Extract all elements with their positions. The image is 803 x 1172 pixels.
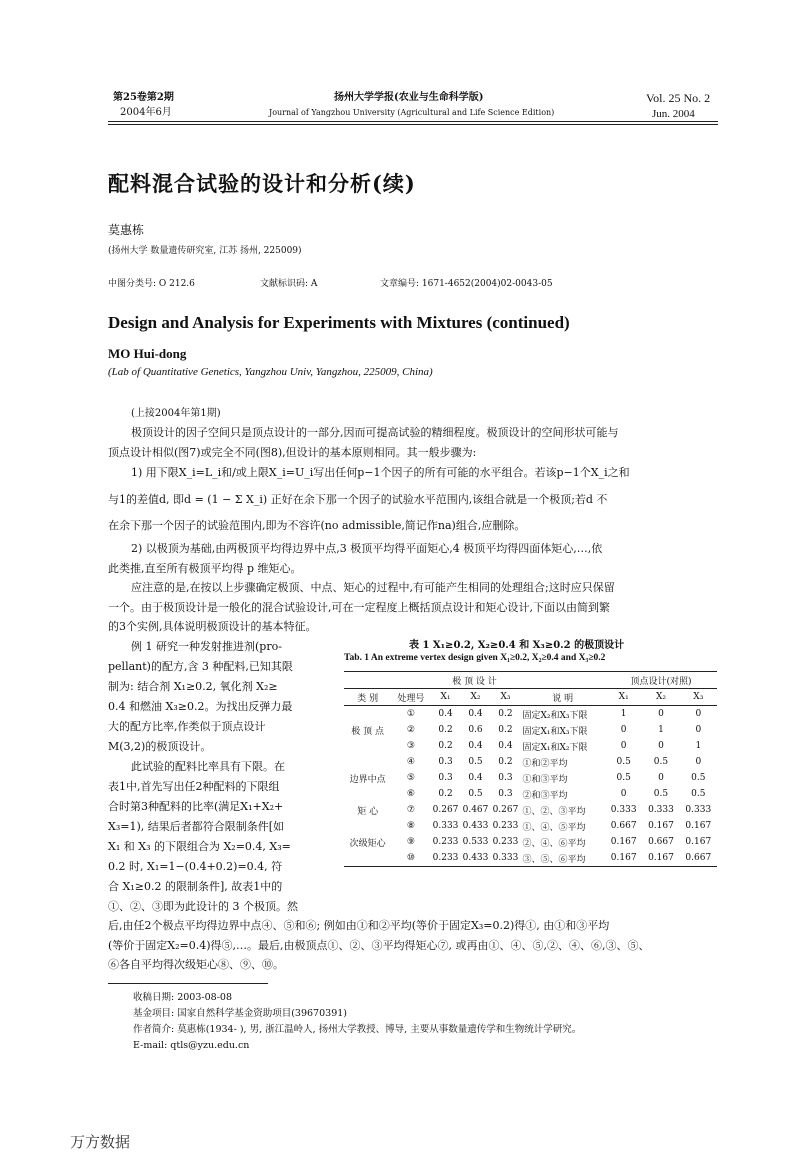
value-cell: 0 — [620, 741, 627, 751]
treatment-number: ⑩ — [406, 853, 415, 863]
value-cell: 0.233 — [492, 837, 519, 847]
value-cell: 0.467 — [462, 805, 489, 815]
example-line: X₃=1), 结果后者都符合限制条件[如 — [108, 820, 285, 833]
treatment-number: ② — [406, 725, 415, 735]
table-group-header-text: 极 顶 设 计 — [452, 676, 497, 687]
table-row — [344, 818, 717, 834]
page-title-cn: 配料混合试验的设计和分析(续) — [108, 171, 416, 196]
table-row — [344, 802, 717, 818]
step-2-line-2: 此类推,直至所有极顶平均得 p 维矩心。 — [108, 562, 302, 575]
value-cell: 0.333 — [432, 821, 459, 831]
header-volume-en: Vol. 25 No. 2 — [646, 91, 711, 105]
value-cell: 0.4 — [468, 773, 483, 783]
value-cell: 0.3 — [498, 773, 513, 783]
value-cell: 0.5 — [653, 789, 669, 799]
value-cell: 0.667 — [685, 853, 712, 863]
paragraph-3-line-3: 的3个实例,具体说明极顶设计的基本特征。 — [108, 620, 317, 633]
value-cell: 0.433 — [462, 853, 489, 863]
wanfang-watermark: 万方数据 — [70, 1133, 131, 1151]
value-cell: 0 — [620, 789, 627, 799]
description-cell: 固定X₁和X₃下限 — [522, 726, 588, 737]
table-row — [344, 722, 717, 738]
value-cell: 0.4 — [438, 709, 453, 719]
column-header: X₃ — [693, 692, 704, 702]
value-cell: 0.2 — [438, 741, 453, 751]
author-en: MO Hui-dong — [108, 346, 187, 361]
description-cell: ①、④、⑤平均 — [522, 822, 586, 833]
treatment-number: ① — [406, 709, 415, 719]
header-rule — [108, 121, 718, 122]
paragraph-1-line-1: 极顶设计的因子空间只是顶点设计的一部分,因而可提高试验的精细程度。极顶设计的空间形状可能与 — [131, 426, 619, 439]
column-header: 说 明 — [552, 693, 574, 704]
description-cell: 固定X₂和X₃下限 — [522, 710, 588, 721]
value-cell: 0.2 — [438, 725, 453, 735]
value-cell: 0.167 — [648, 853, 674, 863]
treatment-number: ⑤ — [406, 773, 415, 783]
table-row — [344, 706, 717, 723]
example-line: 0.4 和燃油 X₃≥0.2。为找出反弹力最 — [108, 700, 293, 713]
value-cell: 0.667 — [648, 837, 674, 847]
description-cell: 固定X₁和X₂下限 — [522, 742, 588, 753]
column-header: 处理号 — [397, 693, 425, 704]
table-right-header-text: 顶点设计(对照) — [630, 676, 692, 687]
value-cell: 0.233 — [432, 837, 459, 847]
treatment-number: ③ — [406, 741, 415, 751]
header-volume-cn: 第25卷第2期 — [113, 92, 174, 103]
value-cell: 0.5 — [653, 757, 669, 767]
value-cell: 0.5 — [468, 789, 483, 799]
value-cell: 0.267 — [492, 805, 519, 815]
step-2-line-1: 2) 以极顶为基础,由两极顶平均得边界中点,3 极顶平均得平面矩心,4 极顶平均得四面体矩心,…,依 — [131, 542, 603, 555]
value-cell: 0.533 — [462, 837, 489, 847]
paragraph-4-line-3: ⑥各自平均得次级矩心⑧、⑨、⑩。 — [108, 958, 284, 971]
example-line: X₁ 和 X₃ 的下限组合为 X₂=0.4, X₃= — [108, 840, 291, 853]
value-cell: 1 — [695, 741, 702, 751]
value-cell: 0.333 — [648, 805, 674, 815]
column-header: X₁ — [618, 692, 629, 702]
table-row — [344, 834, 717, 850]
example-line: ①、②、③即为此设计的 3 个极顶。然 — [108, 900, 298, 913]
paragraph-4-line-2: (等价于固定X₂=0.4)得⑤,…。最后,由极顶点①、②、③平均得矩心⑦, 或再由①、④、⑤,②、④、⑥,③、⑤、 — [108, 939, 650, 952]
value-cell: 0.167 — [610, 853, 637, 863]
table-row — [344, 770, 717, 786]
article-number: 文章编号: 1671-4652(2004)02-0043-05 — [380, 279, 553, 289]
extreme-vertex-table — [344, 671, 717, 867]
footnote-email: E-mail: qtls@yzu.edu.cn — [133, 1040, 250, 1051]
footnote-bio: 作者简介: 莫惠栋(1934- ), 男, 浙江温岭人, 扬州大学教授、博导, 主要从事数量遗传学和生物统计学研究。 — [133, 1024, 582, 1035]
value-cell: 0 — [695, 757, 702, 767]
value-cell: 0.2 — [498, 757, 513, 767]
header-date-cn: 2004年6月 — [120, 107, 172, 118]
value-cell: 0.333 — [610, 805, 637, 815]
column-header: X₁ — [440, 692, 451, 702]
example-line: M(3,2)的极顶设计。 — [108, 740, 212, 753]
header-journal-cn: 扬州大学学报(农业与生命科学版) — [334, 92, 484, 103]
step-1-line-3: 在余下那一个因子的试验范围内,即为不容许(no admissible,简记作na)组合,应删除。 — [108, 519, 526, 532]
table-right-header — [605, 672, 717, 689]
value-cell: 0.3 — [438, 773, 453, 783]
column-header: 类 别 — [357, 693, 379, 704]
continued-note: (上接2004年第1期) — [131, 408, 221, 419]
example-line: pellant)的配方,含 3 种配料,已知其限 — [108, 660, 293, 673]
paragraph-1-line-2: 顶点设计相似(图7)或完全不同(图8),但设计的基本原则相同。其一般步骤为: — [108, 446, 477, 459]
value-cell: 0.333 — [492, 853, 519, 863]
footnote-received: 收稿日期: 2003-08-08 — [133, 992, 232, 1003]
value-cell: 0 — [658, 773, 664, 783]
example-line: 合 X₁≥0.2 的限制条件], 故表1中的 — [108, 880, 283, 893]
example-line: 例 1 研究一种发射推进剂(pro- — [131, 640, 282, 653]
table-group-header — [344, 672, 605, 689]
example-column — [108, 637, 340, 917]
table-caption-cn: 表 1 X₁≥0.2, X₂≥0.4 和 X₃≥0.2 的极顶设计 — [409, 640, 625, 651]
value-cell: 0.4 — [468, 741, 483, 751]
paragraph-3-line-1: 应注意的是,在按以上步骤确定极顶、中点、矩心的过程中,有可能产生相同的处理组合;这时应只保留 — [131, 581, 615, 594]
header-date-en: Jun. 2004 — [652, 108, 695, 120]
example-line: 制为: 结合剂 X₁≥0.2, 氧化剂 X₂≥ — [108, 680, 278, 693]
value-cell: 0.167 — [685, 821, 712, 831]
value-cell: 0.433 — [462, 821, 489, 831]
row-group-label: 边界中点 — [349, 774, 386, 785]
value-cell: 0 — [695, 725, 702, 735]
row-group-label: 次级矩心 — [349, 838, 386, 849]
value-cell: 0.267 — [432, 805, 459, 815]
description-cell: ①和③平均 — [522, 774, 568, 785]
author-cn: 莫惠栋 — [108, 223, 145, 237]
value-cell: 0.5 — [616, 773, 631, 783]
affiliation-en: (Lab of Quantitative Genetics, Yangzhou Univ, Yangzhou, 225009, China) — [108, 366, 433, 378]
header-rule-2 — [108, 124, 718, 125]
column-header: X₂ — [470, 692, 481, 702]
table-caption-en: Tab. 1 An extreme vertex design given X₁≥0.2, X₂≥0.4 and X₃≥0.2 — [344, 653, 606, 663]
row-group-label: 极 顶 点 — [351, 726, 385, 737]
treatment-number: ⑧ — [406, 821, 415, 831]
example-line: 此试验的配料比率具有下限。在 — [131, 760, 285, 773]
document-code: 文献标识码: A — [260, 279, 318, 289]
description-cell: ②、④、⑥平均 — [522, 838, 586, 849]
value-cell: 0.6 — [468, 725, 483, 735]
value-cell: 0.3 — [438, 757, 453, 767]
example-line: 表1中,首先写出任2种配料的下限组 — [108, 780, 280, 793]
step-1-line-1: 1) 用下限X_i=L_i和/或上限X_i=U_i写出任何p−1个因子的所有可能的水平组合。若该p−1个X_i之和 — [131, 466, 630, 479]
value-cell: 0.4 — [498, 741, 513, 751]
table-row — [344, 754, 717, 770]
value-cell: 0 — [695, 709, 702, 719]
table-row — [344, 786, 717, 802]
treatment-number: ⑦ — [406, 805, 415, 815]
footnote-fund: 基金项目: 国家自然科学基金资助项目(39670391) — [133, 1008, 347, 1019]
value-cell: 0.167 — [648, 821, 674, 831]
table-row — [344, 850, 717, 867]
value-cell: 0.5 — [691, 773, 706, 783]
page-title-en: Design and Analysis for Experiments with Mixtures (continued) — [108, 313, 570, 332]
value-cell: 1 — [620, 709, 627, 719]
value-cell: 0.2 — [438, 789, 453, 799]
description-cell: ②和③平均 — [522, 790, 568, 801]
value-cell: 1 — [658, 725, 664, 735]
example-line: 0.2 时, X₁=1−(0.4+0.2)=0.4, 符 — [108, 860, 283, 873]
value-cell: 0.333 — [685, 805, 712, 815]
row-group-label: 矩 心 — [357, 806, 379, 817]
footnote-rule — [108, 983, 268, 984]
value-cell: 0 — [620, 725, 627, 735]
value-cell: 0.667 — [610, 821, 637, 831]
value-cell: 0.233 — [432, 853, 459, 863]
value-cell: 0.233 — [492, 821, 519, 831]
value-cell: 0.5 — [468, 757, 483, 767]
affiliation-cn: (扬州大学 数量遗传研究室, 江苏 扬州, 225009) — [108, 246, 302, 256]
treatment-number: ⑥ — [406, 789, 415, 799]
value-cell: 0.3 — [498, 789, 513, 799]
value-cell: 0.167 — [610, 837, 637, 847]
clc-number: 中图分类号: O 212.6 — [108, 279, 195, 289]
example-line: 合时第3种配料的比率(满足X₁+X₂+ — [108, 800, 284, 813]
header-journal-en: Journal of Yangzhou University (Agricultural and Life Science Edition) — [269, 108, 555, 117]
treatment-number: ④ — [406, 757, 415, 767]
table-row — [344, 738, 717, 754]
value-cell: 0 — [658, 709, 664, 719]
description-cell: ③、⑤、⑥平均 — [522, 854, 586, 865]
value-cell: 0 — [658, 741, 664, 751]
example-line: 大的配方比率,作类似于顶点设计 — [108, 720, 266, 733]
treatment-number: ⑨ — [406, 837, 415, 847]
value-cell: 0.4 — [468, 709, 483, 719]
paragraph-3-line-2: 一个。由于极顶设计是一般化的混合试验设计,可在一定程度上概括顶点设计和矩心设计,下面以由简到繁 — [108, 601, 610, 614]
value-cell: 0.5 — [691, 789, 706, 799]
description-cell: ①、②、③平均 — [522, 806, 586, 817]
value-cell: 0.2 — [498, 709, 513, 719]
value-cell: 0.5 — [616, 757, 631, 767]
description-cell: ①和②平均 — [522, 758, 568, 769]
paragraph-4-line-1: 后,由任2个极点平均得边界中点④、⑤和⑥; 例如由①和②平均(等价于固定X₃=0.2)得①, 由①和③平均 — [108, 919, 610, 932]
column-header: X₂ — [655, 692, 666, 702]
value-cell: 0.167 — [685, 837, 712, 847]
value-cell: 0.2 — [498, 725, 513, 735]
column-header: X₃ — [500, 692, 511, 702]
step-1-line-2: 与1的差值d, 即d = (1 − Σ X_i) 正好在余下那一个因子的试验水平范围内,该组合就是一个极顶;若d 不 — [108, 493, 608, 506]
